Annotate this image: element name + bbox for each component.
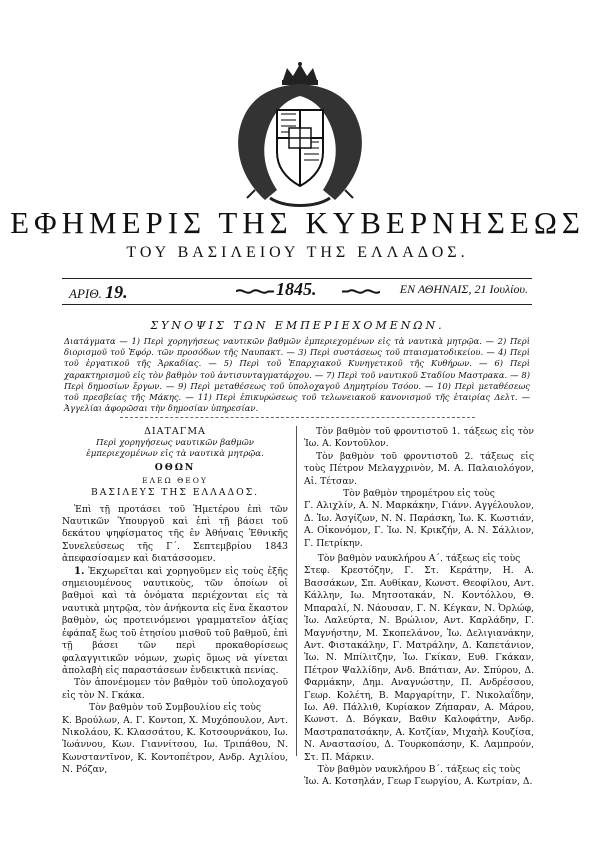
grade-heading-5: Τὸν βαθμὸν ναυκλήρου Β΄. τάξεως εἰς τοὺς [317,763,521,775]
right-column [304,426,534,789]
column-divider [296,426,297,756]
issue-number-value: 19. [105,282,128,302]
decree-preamble: Ἐπὶ τῇ προτάσει τοῦ Ἡμετέρου ἐπὶ τῶν Ναυτικῶν Ὑπουργοῦ καὶ ἐπὶ τῇ βάσει τοῦ δεκάτου ψηφίσματος τῆς ἐν Ἀθήναις Ἐθνικῆς Συνελεύσεως τῆς Γ΄. Σεπτεμβρίου 1843 ἀπεφασίσαμεν καὶ διατάσσομεν. [62,503,288,565]
article-1-number: 1. [74,565,85,577]
summary-divider [120,417,475,420]
grade-heading-1: Τὸν βαθμὸν τοῦ Συμβουλίου εἰς τοὺς [88,702,262,714]
issue-line [64,279,530,304]
grade-heading-4: Τὸν βαθμὸν ναυκλήρου Α΄. τάξεως εἰς τοὺς [317,553,521,565]
right-entry-1: Τὸν βαθμὸν τοῦ φροντιστοῦ 1. τάξεως εἰς τὸν Ἰω. Α. Κοντοῦλον. [304,426,534,450]
grade-heading-3: Τὸν βαθμὸν τηρομέτρου εἰς τοὺς [343,488,495,500]
article-1-text: Ἐκχωρεῖται καὶ χορηγοῦμεν εἰς τοὺς ἐξῆς σημειουμένους ναυτικοὺς, τῶν ὁποίων οἱ βαθμοὶ καὶ τὰ ὀνόματα περιέχονται εἰς τὰ ναυτικὰ μητρῷα, τὸν ἀνήκοντα εἰς ἕνα ἕκαστον βαθμὸν, ὡς προτεινόμενοι γραμματεῖον ἀξίας ἐφάπαξ ἕως τοῦ ἑτησίου μισθοῦ τοῦ βαθμοῦ, ἐπὶ τῇ βάσει τῶν περὶ προκαθορίσεως φαλαγγιτικῶν νόμων, χωρὶς ὅμως νὰ γίνεται ἀπολαβὴ εἰς παραστάσεων ἐνδεικτικὰ πενίας. [62,565,288,676]
issue-place-date: ΕΝ ΑΘΗΝΑΙΣ, 21 Ιουλίου. [399,282,528,296]
issue-year: 1845. [276,279,317,299]
names-list-4: Στεφ. Κρεστόζην, Γ. Στ. Κεράτην, Η. Α. Βασσάκων, Σπ. Αυθίκαν, Κωνστ. Θεοφίλου, Αντ. Κάλλην, Ιω. Μητσοτακάν, Ν. Κοντόλλου, Θ. Μπαραλί, Ν. Νάουσαν, Γ. Ν. Κέγκαν, Ν. Ὀρλώφ, Ἰω. Λαλεύρτα, Ν. Βρώλιον, Αντ. Καρλάδην, Γ. Μαγνήστην, Μ. Σκοπελάνον, Ἰω. Δελιγιανάκην, Αντ. Φιστακάλην, Γ. Ματράλην, Δ. Καπετάνιον, Ἰω. Ν. Μπίλιτζην, Ἰω. Γκίκαν, Ευθ. Γκάκαν, Πέτρον Ψαλλίδην, Ανδ. Βπάτιαν, Αν. Σπύρου, Δ. Φαρμάκην, Δημ. Αναγνώστην, Π. Ανδρέσσου, Γεωρ. Κολέτη, Β. Μαργαρίτην, Γ. Νικολαΐδην, Ιω. Αθ. Πάλλιθ, Κυρίακον Ζήπαραν, Α. Μάρου, Κωνστ. Δ. Βόγκαν, Βαθιν Καλοφάτην, Ανδρ. Μαστραπατσάκην, Α. Κοτζίαν, Μιχαὴλ Κουζίσα, Ν. Αναστασίου, Δ. Τουρκοπάσην, Κ. Λαμπρούν, Στ. Π. Μάρκιν. [304,565,534,763]
summary-text: Διατάγματα — 1) Περὶ χορηγήσεως ναυτικῶν βαθμῶν ἐμπεριεχομένων εἰς τὰ ναυτικὰ μητρῷα. — 2) Περὶ διορισμοῦ τοῦ Ἐφόρ. τῶν προσόδων τῆς Ναυπακτ. — 3) Περὶ συστάσεως τοῦ πταισματοδικείου. — 4) Περὶ τοῦ ἐργατικοῦ τῆς Ἀρκαδίας. — 5) Περὶ τοῦ Ἐπαρχιακοῦ Κυνηγετικοῦ τῆς Κυθήρων. — 6) Περὶ χαρακτηρισμοῦ εἰς τὸν βαθμὸν τοῦ ἀντισυνταγματάρχου. — 7) Περὶ τοῦ ναυτικοῦ Σταδίου Μαστρακα. — 8) Περὶ δημοσίων ἔργων. — 9) Περὶ μεταθέσεως τοῦ ὑπολοχαγοῦ Δημητρίου Τσόου. — 10) Περὶ μεταθέσεως τοῦ πρεσβείας τῆς Μάκης. — 11) Περὶ ἐπικυρώσεως τοῦ τελωνειακοῦ κανονισμοῦ τῆς ἑταιρίας Δελτ. — Ἀγγελίαι ἀφορῶσαι τὴν δημοσίαν ὑπηρεσίαν. [64,336,530,414]
names-list-5: Ἰω. Α. Κοτσηλάν, Γεωρ Γεωργίου, Α. Κωτρίαν, Δ. [304,776,533,788]
gazette-title: ΕΦΗΜΕΡΙΣ ΤΗΣ ΚΥΒΕΡΝΗΣΕΩΣ [10,205,585,240]
left-column [62,426,288,777]
decree-subject: Περὶ χορηγήσεως ναυτικῶν βαθμῶν ἐμπεριεχομένων εἰς τὰ ναυτικὰ μητρῷα. [86,438,264,460]
article-1 [62,566,288,678]
issue-rule [62,304,532,305]
by-grace-of-god: ΕΛΕΩ ΘΕΟΥ [142,475,208,485]
gazette-subtitle: ΤΟΥ ΒΑΣΙΛΕΙΟΥ ΤΗΣ ΕΛΛΑΔΟΣ. [126,244,469,261]
names-list-1: Κ. Βρούλων, Α. Γ. Κοντοπ, Χ. Μυχόπουλον, Αντ. Νικολάου, Κ. Κλασσάτου, Κ. Κοτσουρνάκου, Ιω. Ἰωάννου, Κων. Γιαννίτσου, Ιω. Τριπάθου, Ν. Κωνσταντῖνον, Κ. Κοντοπέτρον, Ανδρ. Αχιλίου, Ν. Ρόζαν, [62,714,288,776]
article-2: Τὸν ἀπονέμομεν τὸν βαθμὸν τοῦ ὑπολοχαγοῦ εἰς τὸν Ν. Γκάκα. [62,677,288,701]
king-name: ΟΘΩΝ [154,462,196,474]
royal-coat-of-arms-icon [225,62,375,212]
decree-heading: ΔΙΑΤΑΓΜΑ [144,426,206,437]
king-title: ΒΑΣΙΛΕΥΣ ΤΗΣ ΕΛΛΑΔΟΣ. [90,487,260,499]
issue-number [69,282,128,303]
issue-number-label: ΑΡΙΘ. [69,286,102,301]
summary-heading: ΣΥΝΟΨΙΣ ΤΩΝ ΕΜΠΕΡΙΕΧΟΜΕΝΩΝ. [150,319,445,332]
ornament-left-icon [236,287,274,296]
right-entry-2: Τὸν βαθμὸν τοῦ φροντιστοῦ 2. τάξεως εἰς τοὺς Πέτρον Μελαγχρινὸν, Μ. Α. Παλαιολόγον, Αἰ. Τέτσαν. [304,450,534,487]
ornament-right-icon [342,287,380,296]
names-list-3: Γ. Αλιχλίν, Α. Ν. Μαρκάκην, Γιάνν. Αγγέλουλον, Δ. Ἰω. Ἀσγίζων, Ν. Ν. Παράσκη, Ἰω. Κ. Κωστιάν, Α. Οἰκονόμον, Γ. Ἰω. Ν. Κρικζήν, Α. Ν. Σάλλιον, Γ. Πετρίκην. [304,500,534,549]
